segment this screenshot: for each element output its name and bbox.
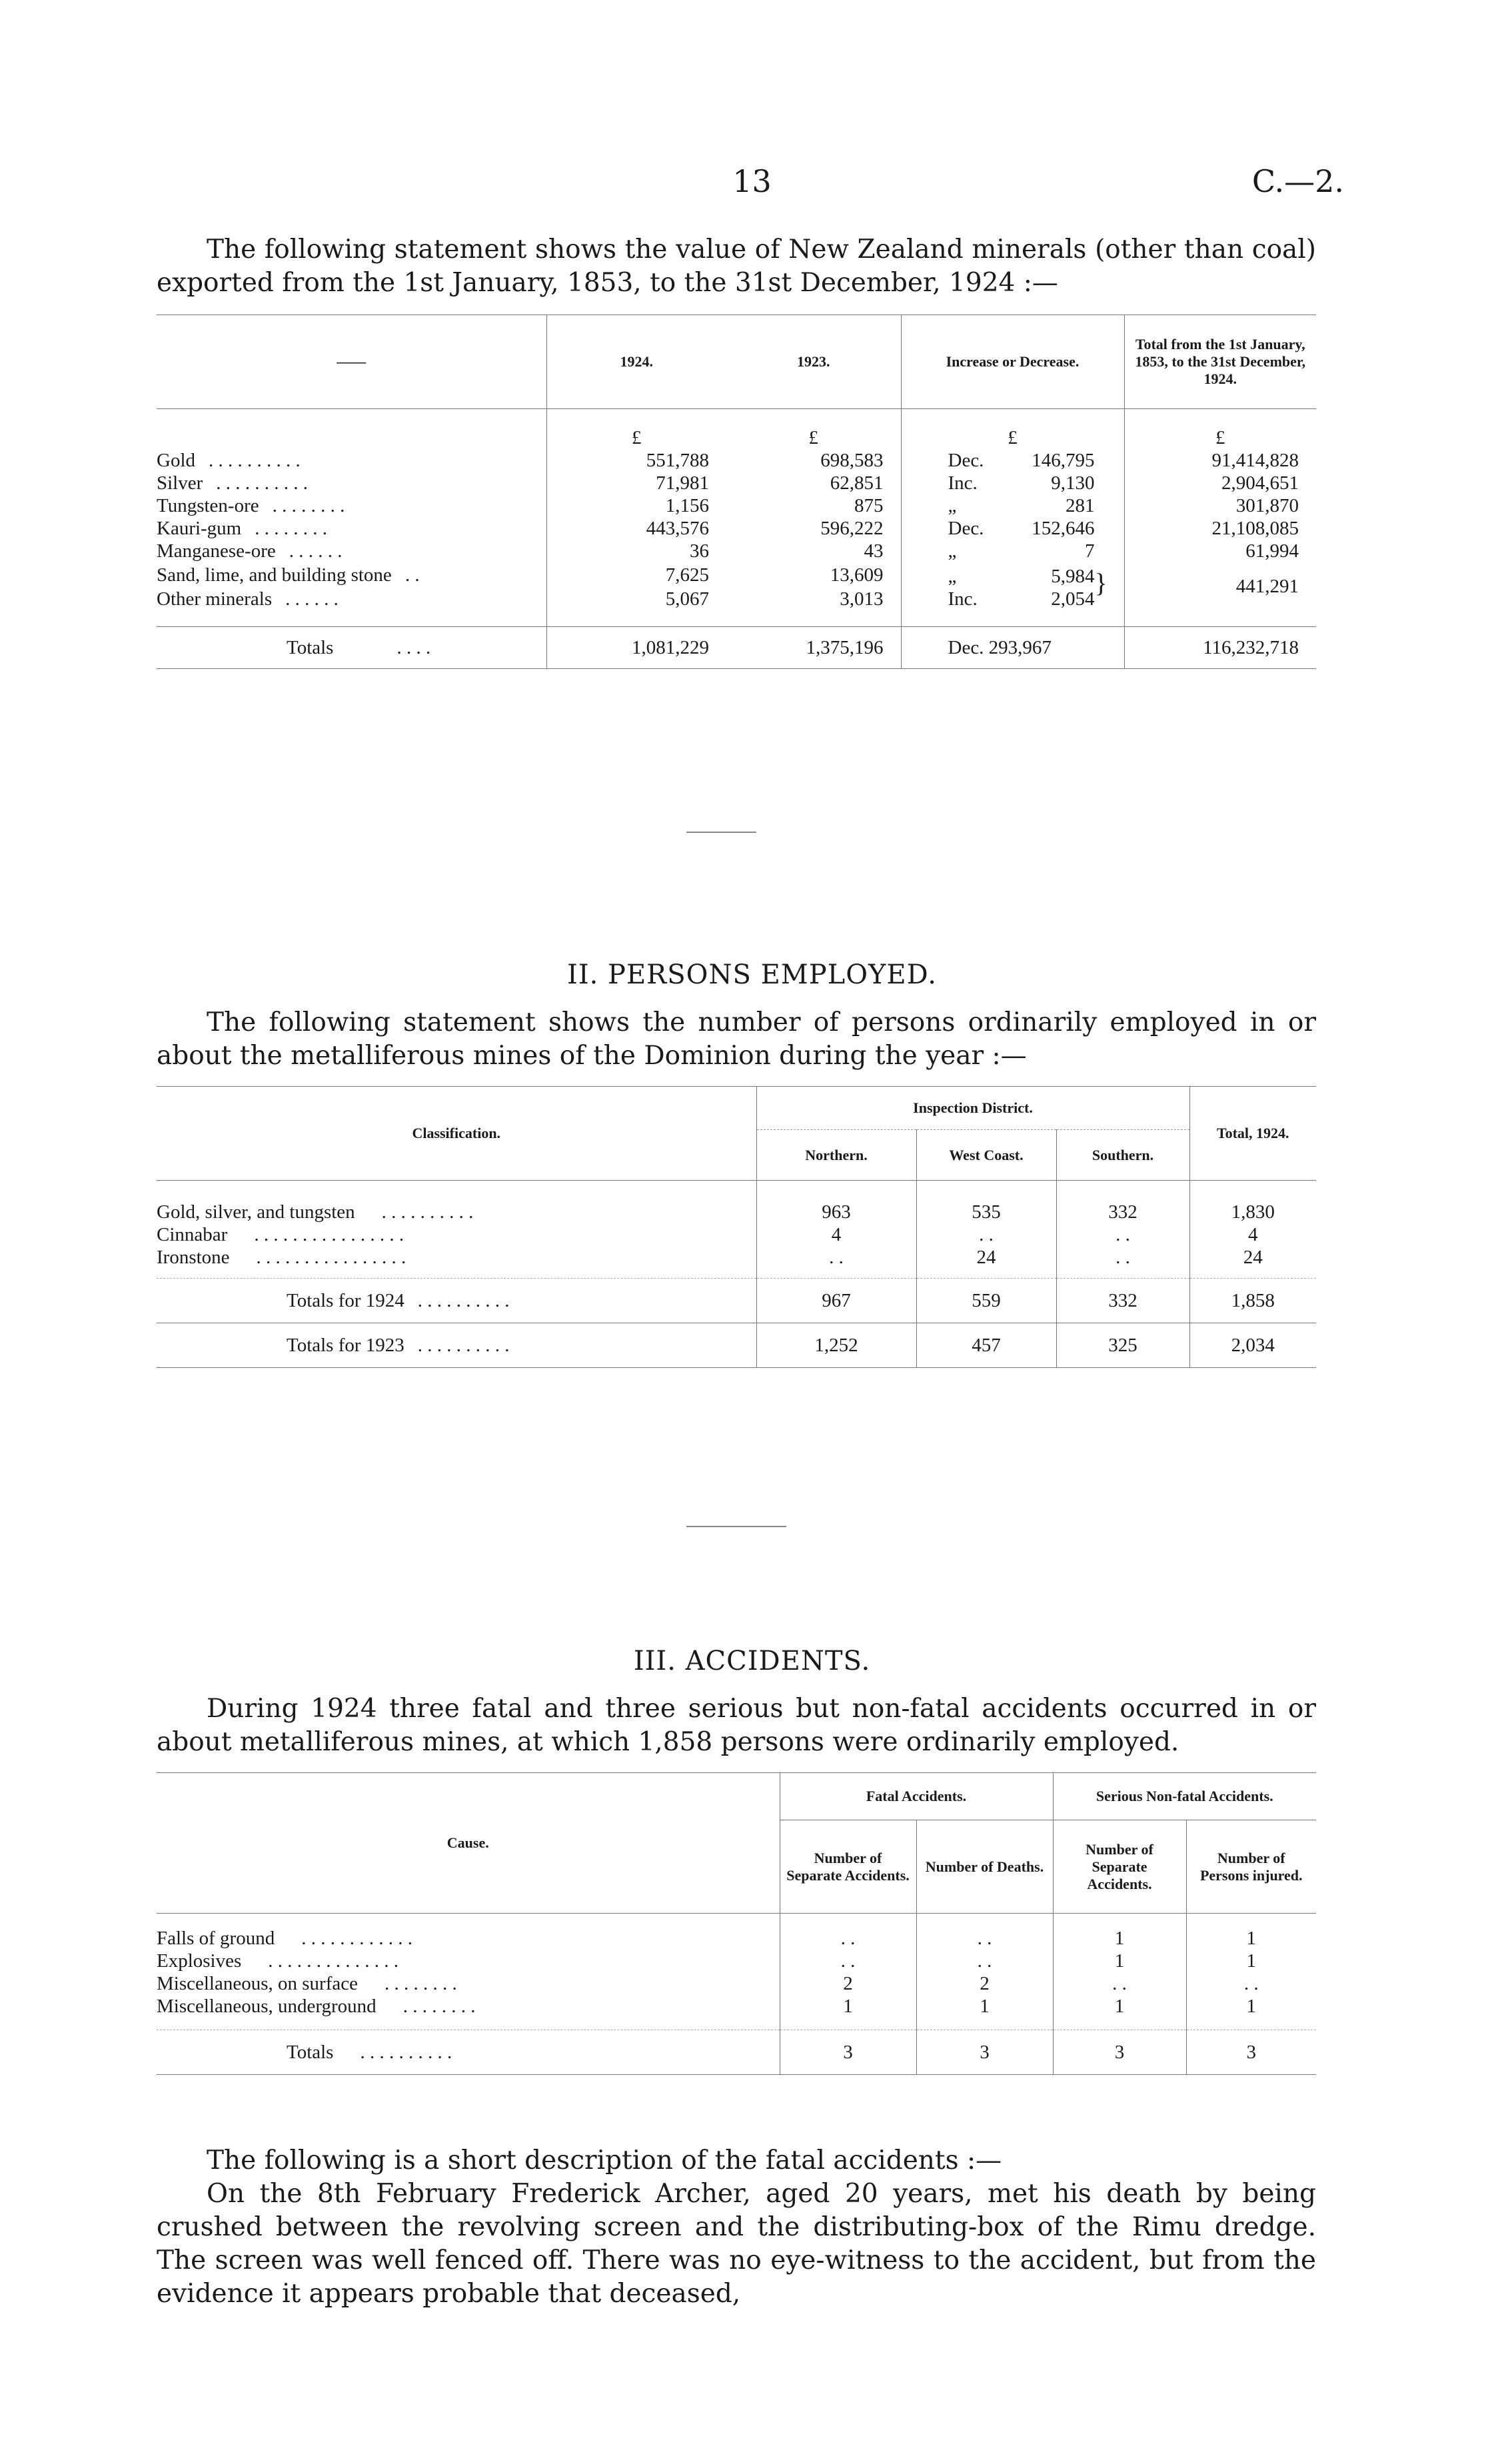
change-amount: 2,054: [1051, 588, 1095, 610]
persons-title: II. PERSONS EMPLOYED.: [567, 959, 937, 990]
value-1923: 875: [854, 495, 884, 516]
value-total: 2,904,651: [1124, 472, 1316, 494]
minerals-header-1923: 1923.: [726, 315, 901, 409]
page-number: 13: [732, 163, 772, 199]
row-label-cell: [157, 517, 546, 540]
table-row: [157, 1995, 1316, 2018]
change-amount: 146,795: [1032, 450, 1095, 471]
persons-header-total: Total, 1924.: [1189, 1087, 1316, 1181]
table-row: [157, 517, 1316, 540]
persons-totals-1924-west: 559: [916, 1279, 1056, 1323]
accidents-totals-dots: . . . . . . . . . .: [360, 2042, 452, 2063]
spacer-row: [157, 2018, 1316, 2030]
accidents-header-separate: Number of Separate Accidents.: [780, 1820, 916, 1914]
row-label-cell: [157, 1972, 780, 1995]
value-t: 4: [1189, 1223, 1316, 1246]
row-label: Miscellaneous, underground: [157, 1996, 376, 2017]
change-amount: 152,646: [1032, 518, 1095, 539]
table-row: [157, 1246, 1316, 1269]
table-row: [157, 494, 1316, 517]
value-w: 535: [916, 1201, 1056, 1223]
change-cell: [901, 562, 1124, 598]
persons-header-west: West Coast.: [916, 1130, 1056, 1181]
value-b: 2: [916, 1972, 1053, 1995]
table-row: [157, 472, 1316, 494]
minerals-totals-1924: 1,081,229: [546, 627, 726, 669]
table-row: [157, 562, 1316, 588]
minerals-totals-dots: . . . .: [396, 637, 431, 658]
persons-totals-1924-dots: . . . . . . . . . .: [417, 1290, 510, 1311]
minerals-currency-row: [157, 409, 1316, 450]
minerals-header-1924: 1924.: [546, 315, 726, 409]
value-d: 1: [1186, 1950, 1316, 1972]
value-1923: 3,013: [840, 588, 884, 610]
row-label-cell: [157, 1223, 756, 1246]
value-total: 61,994: [1124, 540, 1316, 562]
persons-header-district: Inspection District.: [756, 1087, 1189, 1130]
value-c: . .: [1053, 1972, 1186, 1995]
row-label: Gold: [157, 450, 195, 471]
change-cell: [901, 588, 1124, 610]
value-1923: 62,851: [830, 472, 884, 494]
value-b: . .: [916, 1927, 1053, 1950]
value-1924: 1,156: [546, 494, 726, 517]
value-total: 21,108,085: [1124, 517, 1316, 540]
value-c: 1: [1053, 1950, 1186, 1972]
minerals-header-total: Total from the 1st January, 1853, to the 31st December, 1924.: [1124, 315, 1316, 409]
value-a: . .: [780, 1950, 916, 1972]
accidents-header-injured: Number of Persons injured.: [1186, 1820, 1316, 1914]
row-label-cell: [157, 472, 546, 494]
value-1923: 43: [864, 540, 884, 562]
change-direction: Inc.: [948, 472, 978, 494]
row-label: Manganese-ore: [157, 540, 276, 562]
value-c: 1: [1053, 1995, 1186, 2018]
minerals-totals-total: 116,232,718: [1124, 627, 1316, 669]
change-amount: 281: [1066, 495, 1095, 516]
persons-totals-1923-southern: 325: [1056, 1323, 1189, 1368]
value-a: 1: [780, 1995, 916, 2018]
change-cell: [901, 540, 1124, 562]
persons-header-classification: Classification.: [157, 1087, 756, 1181]
minerals-header-change: Increase or Decrease.: [901, 315, 1124, 409]
table-row: [157, 1201, 1316, 1223]
minerals-header-blank: ——: [157, 315, 546, 409]
table-row: [157, 1972, 1316, 1995]
table-row: [157, 449, 1316, 472]
value-n: 4: [756, 1223, 916, 1246]
table-row: [157, 1950, 1316, 1972]
value-b: . .: [916, 1950, 1053, 1972]
value-n: . .: [756, 1246, 916, 1269]
accidents-header-serious: Serious Non-fatal Accidents.: [1053, 1773, 1316, 1820]
row-leader-dots: . . . . . . . . . . . .: [301, 1928, 412, 1949]
change-amount: 9,130: [1051, 472, 1095, 494]
change-direction: „: [948, 566, 957, 587]
value-1923: 596,222: [820, 518, 884, 539]
spacer-row: [157, 610, 1316, 627]
row-label: Sand, lime, and building stone: [157, 564, 392, 586]
persons-header-northern: Northern.: [756, 1130, 916, 1181]
persons-totals-1924-row: [157, 1279, 1316, 1323]
row-label-cell: [157, 449, 546, 472]
minerals-intro: The following statement shows the value of New Zealand minerals (other than coal) exported from the 1st January, 1853, to the 31st December, 1924 :—: [157, 235, 1316, 298]
value-c: 1: [1053, 1927, 1186, 1950]
accidents-totals-b: 3: [916, 2030, 1053, 2075]
row-label: Ironstone: [157, 1247, 230, 1268]
value-1924: 551,788: [546, 449, 726, 472]
persons-totals-1924-southern: 332: [1056, 1279, 1189, 1323]
value-1924: 71,981: [546, 472, 726, 494]
persons-totals-1924-label: Totals for 1924: [287, 1290, 404, 1311]
row-label-cell: [157, 1927, 780, 1950]
value-t: 24: [1189, 1246, 1316, 1269]
value-w: . .: [916, 1223, 1056, 1246]
row-leader-dots: . . . . . . . .: [272, 495, 345, 516]
row-label-cell: [157, 1201, 756, 1223]
value-t: 1,830: [1189, 1201, 1316, 1223]
accidents-totals-d: 3: [1186, 2030, 1316, 2075]
value-1923: 13,609: [830, 564, 884, 586]
value-n: 963: [756, 1201, 916, 1223]
accidents-header-cause: Cause.: [157, 1773, 780, 1914]
value-b: 1: [916, 1995, 1053, 2018]
row-label: Cinnabar: [157, 1224, 228, 1245]
row-label: Silver: [157, 472, 203, 494]
row-leader-dots: . . . . . . . . . . . . . . . .: [256, 1247, 406, 1268]
value-1924: 36: [546, 540, 726, 562]
row-label-cell: [157, 540, 546, 562]
value-1923: 698,583: [820, 450, 884, 471]
minerals-totals-1923: 1,375,196: [806, 637, 884, 658]
persons-intro: The following statement shows the number of persons ordinarily employed in or about the metalliferous mines of the Dominion during the year :—: [157, 1007, 1316, 1071]
value-1924: 7,625: [546, 562, 726, 588]
row-label-cell: [157, 562, 546, 588]
change-cell: [901, 449, 1124, 472]
accidents-totals-row: [157, 2030, 1316, 2075]
value-w: 24: [916, 1246, 1056, 1269]
change-direction: Dec.: [948, 450, 984, 471]
persons-totals-1923-west: 457: [916, 1323, 1056, 1368]
row-label: Explosives: [157, 1950, 242, 1972]
value-d: 1: [1186, 1995, 1316, 2018]
minerals-table: [157, 314, 1316, 669]
value-a: . .: [780, 1927, 916, 1950]
value-1924: 443,576: [546, 517, 726, 540]
brace: }: [1094, 568, 1108, 598]
row-label: Gold, silver, and tungsten: [157, 1201, 355, 1223]
value-s: 332: [1056, 1201, 1189, 1223]
accidents-totals-c: 3: [1053, 2030, 1186, 2075]
persons-totals-1923-northern: 1,252: [756, 1323, 916, 1368]
minerals-header-row: [157, 315, 1316, 409]
currency-1923: £: [808, 427, 818, 448]
table-row: [157, 1223, 1316, 1246]
row-leader-dots: . . . . . . . .: [255, 518, 327, 539]
persons-totals-1923-dots: . . . . . . . . . .: [417, 1335, 510, 1356]
persons-totals-1924-total: 1,858: [1189, 1279, 1316, 1323]
row-leader-dots: . . . . . . . . . . . . . . . .: [254, 1224, 404, 1245]
row-label-cell: [157, 588, 546, 610]
row-label: Tungsten-ore: [157, 495, 259, 516]
persons-totals-1923-row: [157, 1323, 1316, 1368]
persons-header-southern: Southern.: [1056, 1130, 1189, 1181]
row-leader-dots: . . . . . .: [289, 540, 343, 562]
change-amount: 7: [1085, 540, 1095, 562]
value-s: . .: [1056, 1223, 1189, 1246]
minerals-totals-label: Totals: [287, 637, 334, 658]
row-label: Kauri-gum: [157, 518, 242, 539]
change-cell: [901, 472, 1124, 494]
value-d: 1: [1186, 1927, 1316, 1950]
row-leader-dots: . . . . . . . . . .: [381, 1201, 474, 1223]
persons-totals-1923-total: 2,034: [1189, 1323, 1316, 1368]
change-cell: [901, 494, 1124, 517]
persons-totals-1923-label: Totals for 1923: [287, 1335, 404, 1356]
row-leader-dots: . . . . . . . . . .: [216, 472, 309, 494]
value-s: . .: [1056, 1246, 1189, 1269]
section-divider: [686, 832, 756, 833]
value-1924: 5,067: [546, 588, 726, 610]
change-direction: „: [948, 495, 957, 516]
change-cell: [901, 517, 1124, 540]
row-leader-dots: . . . . . .: [285, 588, 339, 610]
accidents-title: III. ACCIDENTS.: [633, 1646, 871, 1676]
spacer-row: [157, 1269, 1316, 1279]
persons-totals-1924-northern: 967: [756, 1279, 916, 1323]
row-label: Miscellaneous, on surface: [157, 1973, 358, 1994]
accidents-totals-label: Totals: [287, 2042, 334, 2063]
currency-total: £: [1124, 409, 1316, 450]
accidents-header-fatal: Fatal Accidents.: [780, 1773, 1053, 1820]
change-direction: Dec.: [948, 518, 984, 539]
change-amount: 5,984: [1051, 566, 1095, 587]
table-row: [157, 1927, 1316, 1950]
accidents-header-deaths: Number of Deaths.: [916, 1820, 1053, 1914]
value-a: 2: [780, 1972, 916, 1995]
document-reference: C.—2.: [1251, 163, 1344, 199]
change-direction: Inc.: [948, 588, 978, 610]
row-leader-dots: . . . . . . . .: [384, 1973, 457, 1994]
change-direction: „: [948, 540, 957, 562]
fatal-intro: The following is a short description of the fatal accidents :—: [207, 2146, 1002, 2175]
row-label: Falls of ground: [157, 1928, 275, 1949]
value-total: 91,414,828: [1124, 449, 1316, 472]
persons-table: [157, 1086, 1316, 1368]
accidents-table: [157, 1772, 1316, 2075]
row-leader-dots: . . . . . . . . . . . . . .: [268, 1950, 399, 1972]
accidents-header-separate-2: Number of Separate Accidents.: [1053, 1820, 1186, 1914]
section-divider-2: [686, 1526, 786, 1527]
accidents-totals-a: 3: [780, 2030, 916, 2075]
accidents-intro: During 1924 three fatal and three serious but non-fatal accidents occurred in or about metalliferous mines, at which 1,858 persons were ordinarily employed.: [157, 1694, 1316, 1757]
row-label-cell: [157, 1995, 780, 2018]
row-label-cell: [157, 1246, 756, 1269]
row-label-cell: [157, 494, 546, 517]
minerals-totals-change: Dec. 293,967: [901, 627, 1124, 669]
value-d: . .: [1186, 1972, 1316, 1995]
row-leader-dots: . .: [404, 564, 420, 586]
row-label: Other minerals: [157, 588, 273, 610]
fatal-description: On the 8th February Frederick Archer, aged 20 years, met his death by being crushed between the revolving screen and the distributing-box of the Rimu dredge. The screen was well fenced off. There was no eye-witness to the accident, but from the evidence it appears probable that deceased,: [157, 2179, 1316, 2309]
row-leader-dots: . . . . . . . . . .: [209, 450, 301, 471]
value-total-combined: 441,291: [1124, 562, 1316, 610]
row-label-cell: [157, 1950, 780, 1972]
currency-1924: £: [546, 409, 726, 450]
minerals-totals-row: [157, 627, 1316, 669]
table-row: [157, 540, 1316, 562]
value-total: 301,870: [1124, 494, 1316, 517]
row-leader-dots: . . . . . . . .: [402, 1996, 476, 2017]
currency-change: £: [901, 409, 1124, 450]
